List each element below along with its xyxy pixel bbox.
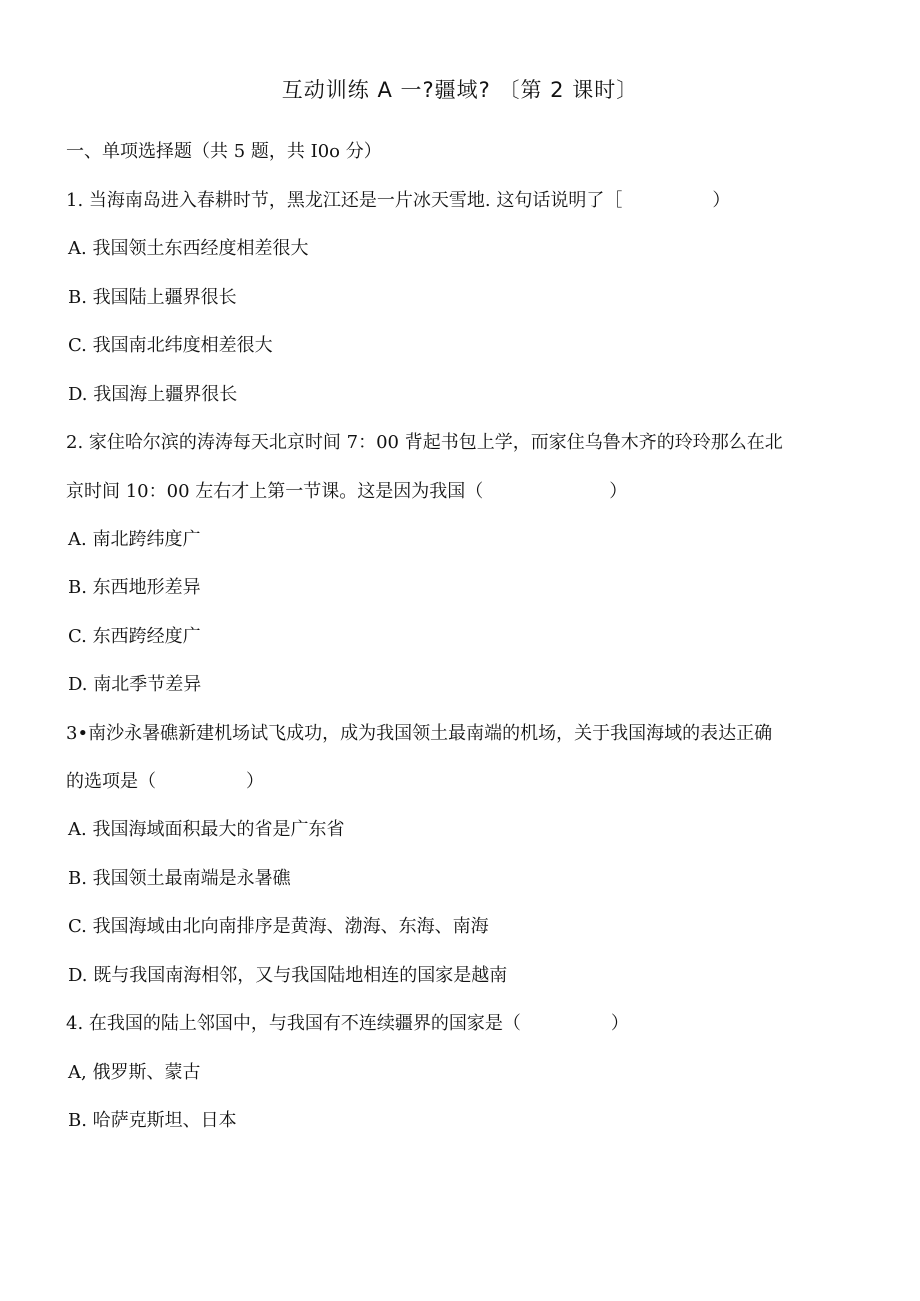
question-3-option-d: D. 既与我国南海相邻，又与我国陆地相连的国家是越南 — [68, 965, 508, 986]
question-2-option-a: A. 南北跨纬度广 — [68, 529, 201, 550]
question-4-option-b: B. 哈萨克斯坦、日本 — [68, 1110, 237, 1131]
question-4-stem-line-1: 4. 在我国的陆上邻国中，与我国有不连续疆界的国家是（ ） — [66, 1013, 629, 1034]
question-3-option-b: B. 我国领土最南端是永暑礁 — [68, 868, 291, 889]
document-title: 互动训练 A 一?疆域? 〔第 2 课时〕 — [281, 78, 639, 102]
question-3-stem-line-1: 3•南沙永暑礁新建机场试飞成功，成为我国领土最南端的机场，关于我国海域的表达正确 — [66, 723, 773, 744]
question-1-option-b: B. 我国陆上疆界很长 — [68, 287, 237, 308]
question-2-option-b: B. 东西地形差异 — [68, 577, 201, 598]
question-3-option-a: A. 我国海域面积最大的省是广东省 — [68, 819, 345, 840]
question-1-option-c: C. 我国南北纬度相差很大 — [68, 335, 273, 356]
question-2-option-d: D. 南北季节差异 — [68, 674, 202, 695]
question-1-option-a: A. 我国领土东西经度相差很大 — [68, 238, 309, 259]
question-3-option-c: C. 我国海域由北向南排序是黄海、渤海、东海、南海 — [68, 916, 489, 937]
question-2-stem-line-1: 2. 家住哈尔滨的涛涛每天北京时间 7：00 背起书包上学，而家住乌鲁木齐的玲玲那么在北 — [66, 432, 783, 453]
question-3-stem-line-2: 的选项是（ ） — [66, 771, 264, 792]
section-heading: 一、单项选择题（共 5 题，共 I0o 分） — [66, 141, 382, 162]
question-4-option-a: A, 俄罗斯、蒙古 — [68, 1062, 201, 1083]
question-1-stem-line-1: 1. 当海南岛进入春耕时节，黑龙江还是一片冰天雪地. 这句话说明了［ ） — [66, 190, 731, 211]
question-2-option-c: C. 东西跨经度广 — [68, 626, 201, 647]
question-1-option-d: D. 我国海上疆界很长 — [68, 384, 238, 405]
question-2-stem-line-2: 京时间 10：00 左右才上第一节课。这是因为我国（ ） — [66, 481, 628, 502]
